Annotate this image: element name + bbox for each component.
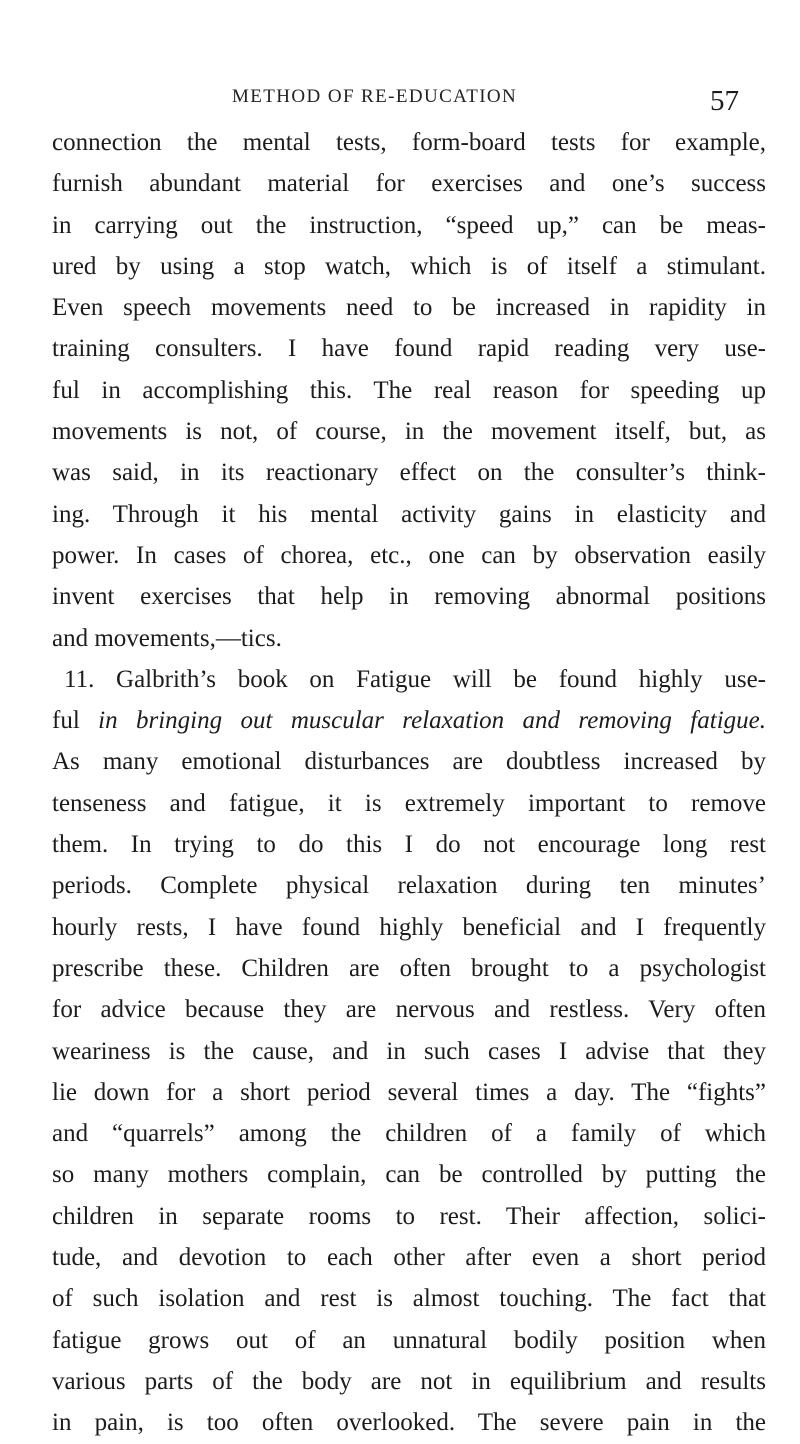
body-text — [52, 122, 766, 1444]
text-line: in pain, is too often overlooked. The severe pain in the — [52, 1409, 766, 1437]
text-line: prescribe these. Children are often brought to a psychologist — [52, 954, 766, 982]
italic-phrase: in bringing out muscular relaxation and removing fatigue. — [98, 707, 766, 735]
text-line: power. In cases of chorea, etc., one can by observation easily — [52, 541, 766, 569]
text-line-with-italics — [52, 700, 766, 741]
text-line: of such isolation and rest is almost touching. The fact that — [52, 1285, 766, 1313]
text-line: weariness is the cause, and in such cases I advise that they — [52, 1037, 766, 1065]
text-line: periods. Complete physical relaxation during ten minutes’ — [52, 872, 766, 900]
text-line: in carrying out the instruction, “speed up,” can be meas- — [52, 211, 766, 239]
text-line: ful in accomplishing this. The real reason for speeding up — [52, 376, 766, 404]
text-line: various parts of the body are not in equilibrium and results — [52, 1367, 766, 1395]
text-line: fatigue grows out of an unnatural bodily position when — [52, 1326, 766, 1354]
text-line: for advice because they are nervous and restless. Very often — [52, 996, 766, 1024]
paragraph-start-line: 11. Galbrith’s book on Fatigue will be found highly use- — [64, 665, 766, 693]
text-line: lie down for a short period several times a day. The “fights” — [52, 1078, 766, 1106]
paragraph-end-line: and movements,—tics. — [52, 624, 282, 652]
text-line: ing. Through it his mental activity gains in elasticity and — [52, 500, 766, 528]
line-lead-text: ful — [52, 707, 99, 735]
text-line: connection the mental tests, form-board tests for example, — [52, 129, 766, 156]
text-line: children in separate rooms to rest. Their affection, solici- — [52, 1202, 766, 1230]
text-line: tenseness and fatigue, it is extremely important to remove — [52, 789, 766, 817]
text-line: and “quarrels” among the children of a family of which — [52, 1120, 766, 1148]
text-line: so many mothers complain, can be controlled by putting the — [52, 1161, 766, 1189]
text-line: them. In trying to do this I do not encourage long rest — [52, 831, 766, 859]
text-line: ured by using a stop watch, which is of itself a stimulant. — [52, 252, 766, 280]
running-head: METHOD OF RE-EDUCATION — [232, 86, 518, 107]
text-line: movements is not, of course, in the movement itself, but, as — [52, 418, 766, 446]
text-line: tude, and devotion to each other after even a short period — [52, 1244, 766, 1272]
text-line: Even speech movements need to be increased in rapidity in — [52, 294, 766, 322]
page-number: 57 — [710, 85, 739, 117]
text-line: furnish abundant material for exercises and one’s success — [52, 170, 766, 198]
text-line: invent exercises that help in removing abnormal positions — [52, 583, 766, 611]
text-line: hourly rests, I have found highly beneficial and I frequently — [52, 913, 766, 941]
text-line: was said, in its reactionary effect on the consulter’s think- — [52, 459, 766, 487]
text-line: training consulters. I have found rapid reading very use- — [52, 335, 766, 363]
text-line: As many emotional disturbances are doubtless increased by — [52, 748, 766, 776]
